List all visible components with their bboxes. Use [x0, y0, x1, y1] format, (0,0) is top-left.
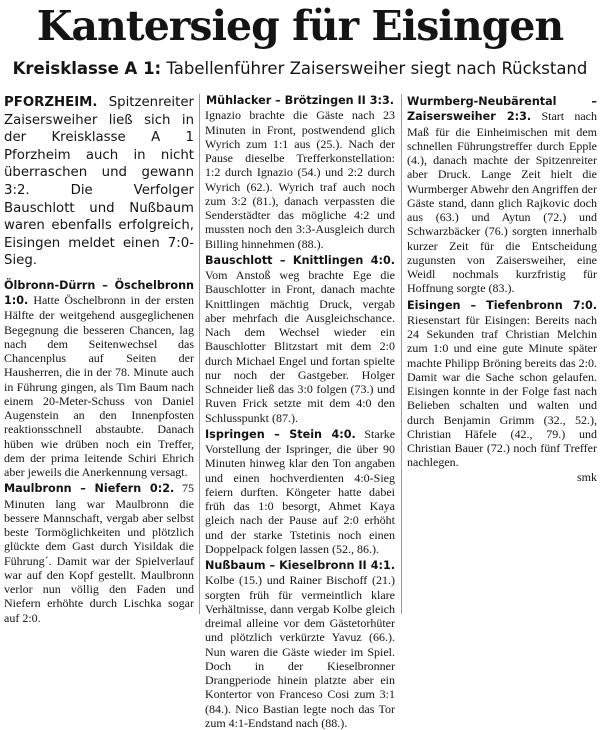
game-text: Starke Vorstellung der Ispringer, die über 90 Minuten hinweg klar den Ton angaben und einen hochverdienten 4:0-Sieg feiern durften. Köngeter hatte dabei früh das 1:0 besorgt, Ahmet Kaya gleich nach der Pause auf 2:0 erhöht und der starke Tstetinis noch einen Doppelpack folgen lassen (52., 86.).: [205, 426, 396, 556]
column-1: [4, 94, 195, 625]
game-heading: Ölbronn-Dürrn – Öschelbronn 1:0.: [4, 278, 194, 308]
game-report: [4, 278, 194, 480]
dateline: PFORZHEIM.: [4, 95, 98, 110]
game-report: [205, 558, 395, 730]
lead-paragraph: [4, 94, 194, 270]
column-2: [205, 94, 396, 730]
game-report: [407, 298, 597, 470]
game-text: Start nach Maß für die Einheimischen mit dem schnellen Führungstreffer durch Epple (4.), danach machte der Spitzenreiter aber Druck. Lange Zeit hielt die Wurmberger Abwehr den Angriffen der Gäste stand, dann glich Rajkovic doch aus (63.) und Aytun (72.) und Schwarzbäcker (76.) sorgten innerhalb kurzer Zeit für die Entscheidung zugunsten von Zaisersweiher, eine Weidl nochmals kurzfristig für Hoffnung sorgte (83.).: [407, 109, 597, 296]
lead-text: Spitzenreiter Zaisersweiher ließ sich in der Kreisklasse A 1 Pforzheim auch in nicht überraschen und gewann 3:2. Die Verfolger Bauschlott und Nußbaum waren ebenfalls erfolgreich, Eisingen meldet einen 7:0-Sieg.: [4, 95, 194, 269]
game-heading: Eisingen – Tiefenbronn 7:0.: [407, 298, 597, 312]
game-heading: Mühlacker – Brötzingen II 3:3.: [205, 94, 395, 107]
column-3: [407, 94, 597, 614]
game-heading: Wurmberg-Neubärental – Zaisersweiher 2:3.: [407, 95, 597, 124]
subheadline: [0, 58, 600, 80]
column-rule: [401, 94, 402, 614]
game-report: [205, 94, 395, 251]
game-report: [4, 481, 194, 625]
headline: Kantersieg für Eisingen: [36, 2, 564, 50]
game-report: [407, 94, 597, 296]
game-report: [205, 427, 395, 556]
game-text: Hatte Öschelbronn in der ersten Hälfte der weitgehend ausgeglichenen Begegnung die besseren Chancen, lag nach dem Seitenwechsel das Chancenplus auf Seiten der Hausherren, die in der 78. Minute auch in Führung gingen, als Tim Baum nach einem 20-Meter-Schuss von Daniel Augenstein an den Innenpfosten reaktionsschnell abstaubte. Danach hüben wie drüben noch ein Treffer, dem der prima leitende Schiri Ehrich aber jeweils die Anerkennung versagt.: [4, 293, 194, 480]
kicker: Kreisklasse A 1:: [12, 59, 162, 78]
game-text: Kolbe (15.) und Rainer Bischoff (21.) sorgten früh für vermeintlich klare Verhältnisse, dann vergab Kolbe gleich dreimal alleine vor dem Gästetorhüter und plötzlich verkürzte Yavuz (66.). Nun waren die Gäste wieder im Spiel. Doch in der Kieselbronner Drangperiode hinein platzte aber ein Kontertor von Franceso Cosi zum 3:1 (84.). Nico Bastian legte noch das Tor zum 4:1-Endstand nach (88.).: [205, 573, 395, 730]
game-heading: Nußbaum – Kieselbronn II 4:1.: [205, 559, 395, 572]
game-text: Riesenstart für Eisingen: Bereits nach 24 Sekunden traf Christian Melchin zum 1:0 und eine gute Minute später machte Philipp Bröning bereits das 2:0. Damit war die Sache schon gelaufen. Eisingen konnte in der Folge fast nach Belieben schalten und walten und durch Benjamin Grimm (32., 52.), Christian Häfele (42., 79.) und Christian Bauer (72.) noch fünf Treffer nachlegen.: [407, 312, 597, 470]
game-text: Vom Anstoß weg brachte Ege die Bauschlotter in Front, danach machte Knittlingen mächtig Druck, vergab aber mehrfach die Ausgleichschance. Nach dem Wechsel wieder ein Bauschlotter Blitzstart mit dem 2:0 durch Michael Engel und fortan spielte nur noch der Gastgeber. Holger Schneider ließ das 3:0 folgen (73.) und Ruven Frick setzte mit dem 4:0 den Schlusspunkt (87.).: [205, 268, 395, 425]
game-report: [205, 253, 395, 425]
game-heading: Bauschlott – Knittlingen 4:0.: [205, 253, 395, 267]
game-text: 75 Minuten lang war Maulbronn die bessere Mannschaft, vergab aber selbst beste Tormöglichkeiten und plötzlich glückte dem Gast durch Yisildak die Führung´. Damit war der Spielverlauf war auf den Kopf gestellt. Maulbronn verlor nun völlig den Faden und Niefern erhöhte durch Lischka sogar auf 2:0.: [4, 481, 195, 625]
subtitle: Tabellenführer Zaisersweiher siegt nach Rückstand: [166, 59, 588, 78]
author-initials: smk: [576, 469, 597, 484]
column-rule: [199, 94, 200, 614]
game-text: Ignazio brachte die Gäste nach 23 Minuten in Front, postwendend glich Wyrich zum 1:1 aus (25.). Nach der Pause dieselbe Trefferkonstellation: 1:2 durch Ignazio (54.) und 2:2 durch Wyrich (62.). Wyrich traf auch noch zum 3:2 (81.), danach verpassten die Senderstädter das mögliche 4:2 und mussten noch den 3:3-Ausgleich durch Billing hinnehmen (88.).: [205, 108, 395, 251]
game-heading: Ispringen – Stein 4:0.: [205, 427, 356, 441]
game-heading: Maulbronn – Niefern 0:2.: [4, 482, 175, 496]
